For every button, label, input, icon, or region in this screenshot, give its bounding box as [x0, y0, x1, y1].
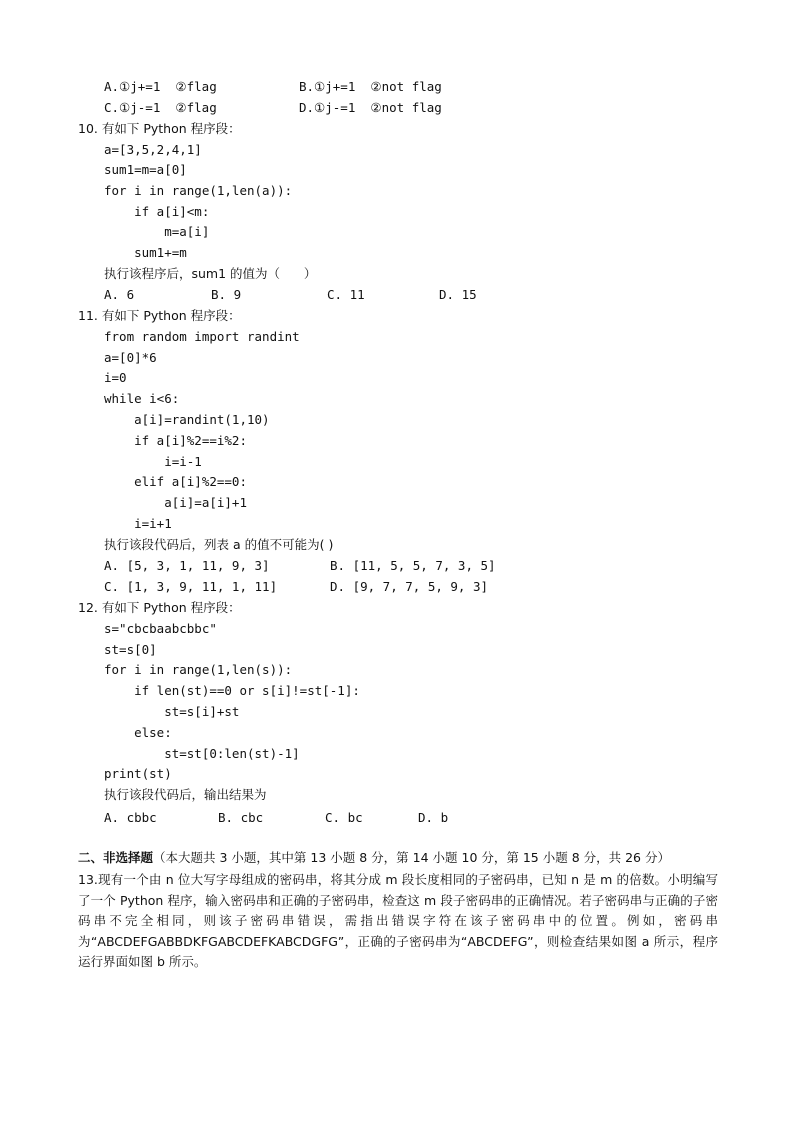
q10-stem: 10. 有如下 Python 程序段： — [78, 121, 241, 136]
q10-code-line: a=[3,5,2,4,1] — [104, 142, 202, 157]
q11-code-line: i=i+1 — [104, 516, 172, 531]
q10-code-line: sum1=m=a[0] — [104, 162, 187, 177]
q12-option-c: C. bc — [325, 810, 363, 825]
q12-code-line: for i in range(1,len(s)): — [104, 662, 293, 677]
q10-option-b: B. 9 — [211, 287, 242, 302]
q9-option-b: B.①j+=1 ②not flag — [299, 79, 442, 94]
q11-code-line: a[i]=a[i]+1 — [104, 495, 247, 510]
q11-option-c: C. [1, 3, 9, 11, 1, 11] — [104, 579, 278, 594]
q11-code-line: i=i-1 — [104, 454, 202, 469]
q11-code-line: while i<6: — [104, 391, 180, 406]
q10-code-line: sum1+=m — [104, 245, 187, 260]
section2-heading-note: （本大题共 3 小题，其中第 13 小题 8 分，第 14 小题 10 分，第 15 小题 8 分，共 26 分） — [153, 850, 670, 865]
q10-option-a: A. 6 — [104, 287, 135, 302]
q11-code-line: if a[i]%2==i%2: — [104, 433, 247, 448]
q11-option-b: B. [11, 5, 5, 7, 3, 5] — [330, 558, 496, 573]
q12-code-line: else: — [104, 725, 172, 740]
q12-code-line: st=s[0] — [104, 642, 157, 657]
q13-text: 13.现有一个由 n 位大写字母组成的密码串，将其分成 m 段长度相同的子密码串，已知 n 是 m 的倍数。小明编写了一个 Python 程序，输入密码串和正确的子密码串，检查这 m 段子密码串的正确情况。若子密码串与正确的子密码串不完全相同，则该子密码串错误，需指出错误字符在该子密码串中的位置。例如，密码串为“ABCDEFGABBDKFGABCDEFKABCDGFG”，正确的子密码串为“ABCDEFG”，则检查结果如图 a 所示，程序运行界面如图 b 所示。 — [78, 872, 718, 969]
q12-code-line: s="cbcbaabcbbc" — [104, 621, 217, 636]
q12-code-line: st=st[0:len(st)-1] — [104, 746, 300, 761]
q11-question: 执行该段代码后，列表 a 的值不可能为( ) — [104, 537, 334, 552]
q10-code-line: for i in range(1,len(a)): — [104, 183, 293, 198]
section2-heading-line — [78, 848, 718, 869]
q9-option-a: A.①j+=1 ②flag — [104, 79, 217, 94]
q12-option-b: B. cbc — [218, 810, 264, 825]
q10-option-c: C. 11 — [327, 287, 365, 302]
q12-question: 执行该段代码后，输出结果为 — [104, 787, 267, 802]
q9-option-d: D.①j-=1 ②not flag — [299, 100, 442, 115]
q11-stem: 11. 有如下 Python 程序段： — [78, 308, 241, 323]
q11-option-d: D. [9, 7, 7, 5, 9, 3] — [330, 579, 489, 594]
q12-code-line: if len(st)==0 or s[i]!=st[-1]: — [104, 683, 360, 698]
q10-option-d: D. 15 — [439, 287, 477, 302]
section2-heading: 二、非选择题 — [78, 850, 154, 865]
q11-code-line: a[i]=randint(1,10) — [104, 412, 270, 427]
q12-option-a: A. cbbc — [104, 810, 157, 825]
q10-code-line: m=a[i] — [104, 224, 210, 239]
q10-code-line: if a[i]<m: — [104, 204, 210, 219]
q11-code-line: i=0 — [104, 370, 127, 385]
q10-question: 执行该程序后，sum1 的值为（ ） — [104, 266, 317, 281]
q12-code-line: print(st) — [104, 766, 172, 781]
q11-code-line: from random import randint — [104, 329, 300, 344]
q11-code-line: a=[0]*6 — [104, 350, 157, 365]
q12-stem: 12. 有如下 Python 程序段： — [78, 600, 241, 615]
q11-code-line: elif a[i]%2==0: — [104, 474, 247, 489]
q11-option-a: A. [5, 3, 1, 11, 9, 3] — [104, 558, 270, 573]
q12-option-d: D. b — [418, 810, 449, 825]
q9-option-c: C.①j-=1 ②flag — [104, 100, 217, 115]
q12-code-line: st=s[i]+st — [104, 704, 240, 719]
